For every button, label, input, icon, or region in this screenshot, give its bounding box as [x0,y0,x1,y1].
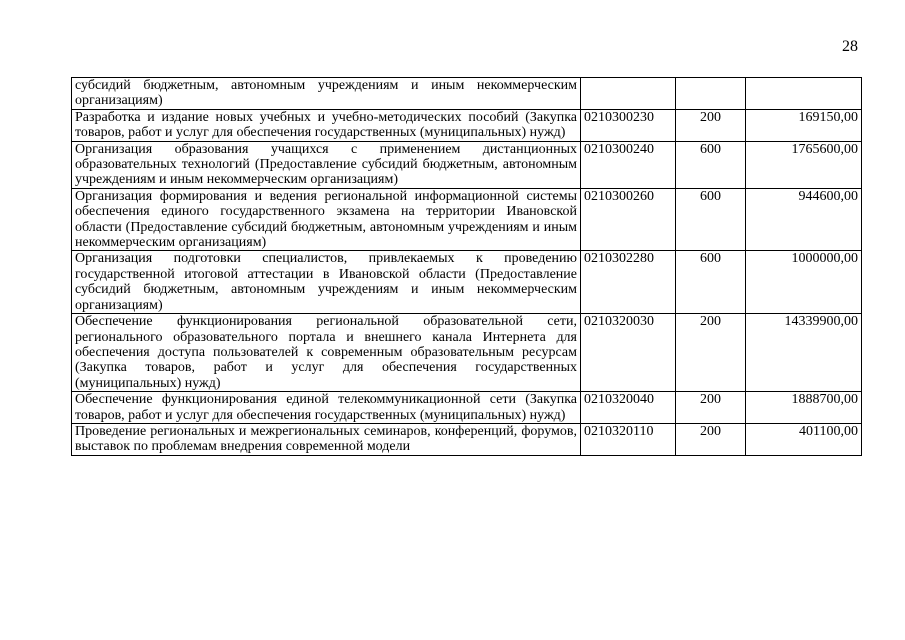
page-number: 28 [842,38,858,55]
row-code: 0210300260 [581,188,676,251]
row-description: Организация образования учащихся с применением дистанционных образовательных технологий (Предоставление субсидий бюджетным, автономным учреждениям и иным некоммерческим организациям) [72,141,581,188]
row-amount: 14339900,00 [746,314,862,392]
row-expense-type [676,78,746,110]
row-description: Проведение региональных и межрегиональных семинаров, конференций, форумов, выставок по проблемам внедрения современной модели [72,423,581,455]
table-row [72,109,862,141]
row-description: Обеспечение функционирования единой телекоммуникационной сети (Закупка товаров, работ и услуг для обеспечения государственных (муниципальных) нужд) [72,392,581,424]
budget-table [71,77,862,456]
table-row [72,141,862,188]
row-amount: 1765600,00 [746,141,862,188]
row-code: 0210300230 [581,109,676,141]
row-amount: 169150,00 [746,109,862,141]
row-amount: 401100,00 [746,423,862,455]
row-code: 0210320110 [581,423,676,455]
row-description: Организация подготовки специалистов, привлекаемых к проведению государственной итоговой аттестации в Ивановской области (Предоставление субсидий бюджетным, автономным учреждениям и иным некоммерческим организациям) [72,251,581,314]
table-row [72,188,862,251]
table-row [72,423,862,455]
row-code: 0210320030 [581,314,676,392]
row-expense-type: 200 [676,314,746,392]
row-code: 0210300240 [581,141,676,188]
row-amount: 1000000,00 [746,251,862,314]
row-expense-type: 600 [676,251,746,314]
row-description: субсидий бюджетным, автономным учреждениям и иным некоммерческим организациям) [72,78,581,110]
row-amount [746,78,862,110]
row-code [581,78,676,110]
row-description: Обеспечение функционирования региональной образовательной сети, регионального образовательного портала и внешнего канала Интернета для обеспечения доступа пользователей к современным образовательным ресурсам (Закупка товаров, работ и услуг для обеспечения государственных (муниципальных) нужд) [72,314,581,392]
row-expense-type: 600 [676,188,746,251]
row-expense-type: 200 [676,423,746,455]
row-amount: 1888700,00 [746,392,862,424]
row-amount: 944600,00 [746,188,862,251]
row-description: Разработка и издание новых учебных и учебно-методических пособий (Закупка товаров, работ и услуг для обеспечения государственных (муниципальных) нужд) [72,109,581,141]
row-code: 0210320040 [581,392,676,424]
row-description: Организация формирования и ведения региональной информационной системы обеспечения единого государственного экзамена на территории Ивановской области (Предоставление субсидий бюджетным, автономным учреждениям и иным некоммерческим организациям) [72,188,581,251]
table-row [72,251,862,314]
row-expense-type: 200 [676,392,746,424]
row-code: 0210302280 [581,251,676,314]
table-row [72,314,862,392]
row-expense-type: 200 [676,109,746,141]
table-row [72,392,862,424]
row-expense-type: 600 [676,141,746,188]
table-row [72,78,862,110]
